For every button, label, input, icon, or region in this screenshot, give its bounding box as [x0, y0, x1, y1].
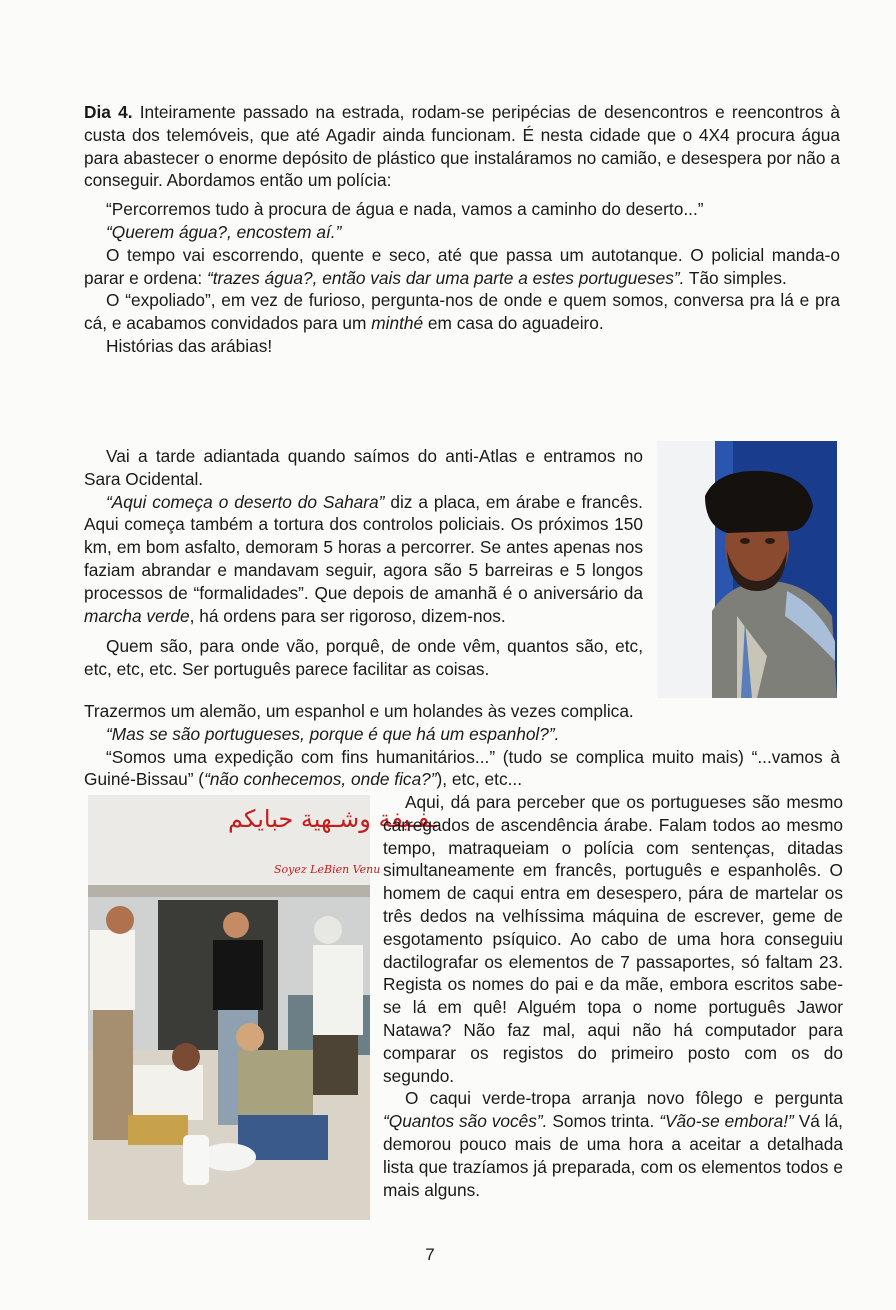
paragraph-questions: Quem são, para onde vão, porquê, de onde vêm, quantos são, etc, etc, etc, etc. Ser português parece facilitar as coisas.	[84, 636, 643, 680]
section-caqui	[383, 791, 843, 1201]
section-sahara-full	[84, 700, 840, 791]
day-label: Dia 4.	[84, 102, 133, 122]
paragraph-anti-atlas: Vai a tarde adiantada quando saímos do anti-Atlas e entramos no Sara Ocidental.	[84, 446, 643, 489]
paragraph-quantos: O caqui verde-tropa arranja novo fôlego e pergunta “Quantos são vocês”. Somos trinta. “Vão-se embora!” Vá lá, demorou pouco mais de uma hora a aceitar a detalhada lista que trazíamos já preparada, com os elementos todos e mais alguns.	[383, 1088, 843, 1200]
paragraph-aleman: Trazermos um alemão, um espanhol e um holandes às vezes complica.	[84, 701, 634, 721]
portrait-illustration	[657, 441, 837, 698]
paragraph-expoliado: O “expoliado”, em vez de furioso, pergunta-nos de onde e quem somos, conversa pra lá e pra cá, e acabamos convidados para um minthé em casa do aguadeiro.	[84, 290, 840, 334]
section-sahara-left	[84, 445, 643, 681]
quote-police-2: “Querem água?, encostem aí.”	[106, 221, 342, 242]
paragraph-expedicao: “Somos uma expedição com fins humanitários...” (tudo se complica muito mais) “...vamos à Guiné-Bissau” (“não conhecemos, onde fica?”), etc, etc...	[84, 746, 840, 790]
quote-police-1: “Percorremos tudo à procura de água e nada, vamos a caminho do deserto...”	[106, 199, 704, 220]
page-number: 7	[425, 1245, 435, 1264]
paragraph-day4-intro: Dia 4. Inteiramente passado na estrada, rodam-se peripécias de desencontros e reencontros à custa dos telemóveis, que até Agadir ainda funcionam. É nesta cidade que o 4X4 procura água para abastecer o enorme depósito de plástico que instaláramos no camião, e desespera por não a conseguir. Abordamos então um polícia:	[84, 102, 841, 191]
shop-sign-french: Soyez LeBien Venu	[274, 863, 381, 876]
group-photo	[88, 795, 437, 1220]
group-scene-illustration	[88, 795, 370, 1220]
paragraph-tanker: O tempo vai escorrendo, quente e seco, até que passa um autotanque. O policial manda-o parar e ordena: “trazes água?, então vais dar uma parte a estes portugueses”. Tão simples.	[84, 244, 840, 288]
paragraph-arabias: Histórias das arábias!	[106, 335, 273, 356]
section-day4	[84, 101, 840, 358]
quote-espanhol: “Mas se são portugueses, porque é que há um espanhol?”.	[106, 723, 560, 744]
portrait-photo	[657, 441, 837, 698]
shop-sign-arabic: ـفـيفة وشـهية حبايكم	[228, 805, 437, 833]
paragraph-sahara-sign: “Aqui começa o deserto do Sahara” diz a placa, em árabe e francês. Aqui começa também a tortura dos controlos policiais. Os próximos 150 km, em bom asfalto, demoram 5 horas a percorrer. Se antes apenas nos faziam abrandar e mandavam seguir, agora são 5 barreiras e 5 longos processos de “formalidades”. Que depois de amanhã é o aniversário da marcha verde, há ordens para ser rigoroso, dizem-nos.	[84, 491, 643, 626]
paragraph-ascendencia: Aqui, dá para perceber que os portugueses são mesmo carregados de ascendência árabe. Falam todos ao mesmo tempo, matraqueiam o polícia com sentenças, ditadas simultaneamente em francês, português e espanholês. O homem de caqui entra em desespero, pára de martelar os três dedos na velhíssima máquina de escrever, geme de esgotamento psíquico. Ao cabo de uma hora conseguiu dactilografar os elementos de 7 passaportes, só faltam 23. Regista os nomes do pai e da mãe, embora escritos sabe-se lá em quê! Alguém topa o nome português Jawor Natawa? Não faz mal, aqui não há computador para comparar os registos do primeiro posto com os do segundo.	[383, 792, 843, 1086]
